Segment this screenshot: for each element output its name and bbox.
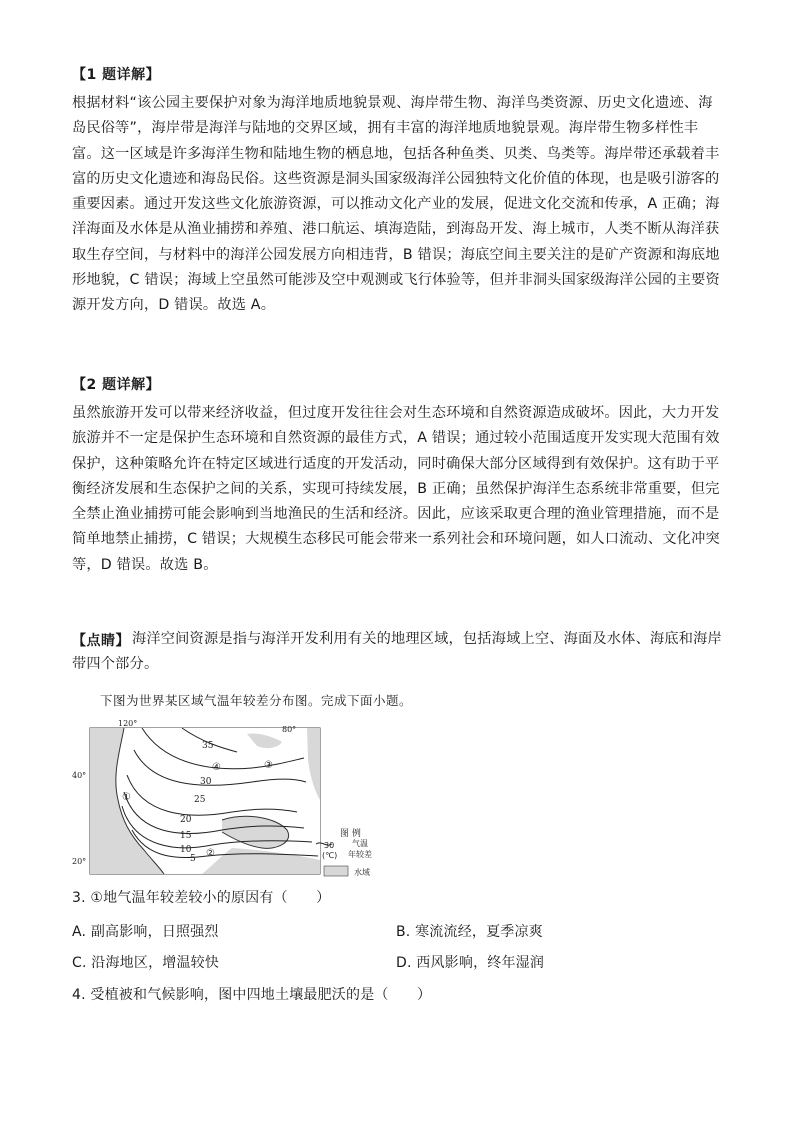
tip-text-block — [72, 627, 722, 678]
question-3-option-d[interactable]: D. 西风影响，终年湿润 — [396, 955, 545, 971]
question-4-stem: 4. 受植被和气候影响，图中四地土壤最肥沃的是（ ） — [72, 987, 432, 1003]
legend-unit: (℃) — [322, 851, 338, 860]
legend-title: 图 例 — [340, 829, 361, 839]
legend-line-text2: 年较差 — [348, 850, 372, 859]
q2-explanation-text: 虽然旅游开发可以带来经济收益，但过度开发往往会对生态环境和自然资源造成破坏。因此，大力开发旅游并不一定是保护生态环境和自然资源的最佳方式，A 错误；通过较小范围适度开发实现大范围有效保护，这种策略允许在特定区域进行适度的开发活动，同时确保大部分区域得到有效保护。这有助于平衡经济发展和生态保护之间的关系，实现可持续发展，B 正确；虽然保护海洋生态系统非常重要，但完全禁止渔业捕捞可能会影响到当地渔民的生活和经济。因此，应该采取更合理的渔业管理措施，而不是简单地禁止捕捞，C 错误；大规模生态移民可能会带来一系列社会和环境问题，如人口流动、文化冲突等，D 错误。故选 B。 — [72, 405, 720, 573]
lat-label-40: 40° — [72, 771, 87, 780]
isoline-label-15: 15 — [180, 831, 192, 841]
point-2: ② — [206, 848, 215, 859]
isoline-label-25: 25 — [194, 795, 206, 805]
tip-text: 海洋空间资源是指与海洋开发利用有关的地理区域，包括海域上空、海面及水体、海底和海岸带四个部分。 — [72, 631, 722, 673]
question-3-option-c[interactable]: C. 沿海地区，增温较快 — [72, 955, 220, 971]
temperature-range-map — [72, 720, 412, 880]
lat-label-20: 20° — [72, 857, 87, 866]
legend-water-swatch — [324, 866, 348, 876]
q1-explanation — [72, 91, 722, 319]
question-3-stem: 3. ①地气温年较差较小的原因有（ ） — [72, 890, 331, 906]
point-3: ③ — [264, 760, 273, 771]
isoline-label-35: 35 — [202, 741, 214, 751]
q2-explanation — [72, 401, 722, 578]
figure-intro: 下图为世界某区域气温年较差分布图。完成下面小题。 — [100, 693, 413, 708]
isoline-label-5: 5 — [190, 854, 196, 864]
point-4: ④ — [212, 762, 221, 773]
lon-label-120: 120° — [118, 720, 138, 728]
question-3-option-a[interactable]: A. 副高影响，日照强烈 — [72, 924, 219, 940]
isoline-label-20: 20 — [180, 815, 192, 825]
q1-explanation-text: 根据材料“该公园主要保护对象为海洋地质地貌景观、海岸带生物、海洋鸟类资源、历史文化遗迹、海岛民俗等”，海岸带是海洋与陆地的交界区域，拥有丰富的海洋地质地貌景观。海岸带生物多样性丰富。这一区域是许多海洋生物和陆地生物的栖息地，包括各种鱼类、贝类、鸟类等。海岸带还承载着丰富的历史文化遗迹和海岛民俗。这些资源是洞头国家级海洋公园独特文化价值的体现，也是吸引游客的重要因素。通过开发这些文化旅游资源，可以推动文化产业的发展，促进文化交流和传承，A 正确；海洋海面及水体是从渔业捕捞和养殖、港口航运、填海造陆，到海岛开发、海上城市，人类不断从海洋获取生存空间，与材料中的海洋公园发展方向相违背，B 错误；海底空间主要关注的是矿产资源和海底地形地貌，C 错误；海域上空虽然可能涉及空中观测或飞行体验等，但并非洞头国家级海洋公园的主要资源开发方向，D 错误。故选 A。 — [72, 95, 720, 314]
legend-line-value: 30 — [324, 841, 335, 850]
lon-label-80: 80° — [282, 725, 297, 734]
question-3-option-b[interactable]: B. 寒流流经，夏季凉爽 — [396, 924, 543, 940]
section-heading-tip: 【点睛】 — [72, 633, 130, 649]
legend-line-text1: 气温 — [352, 839, 368, 848]
section-heading-q1: 【1 题详解】 — [72, 67, 161, 83]
isoline-label-30: 30 — [200, 777, 212, 787]
point-1: ① — [122, 792, 131, 803]
isoline-label-10: 10 — [180, 845, 192, 855]
legend-water-label: 水域 — [354, 868, 370, 877]
section-heading-q2: 【2 题详解】 — [72, 377, 161, 393]
